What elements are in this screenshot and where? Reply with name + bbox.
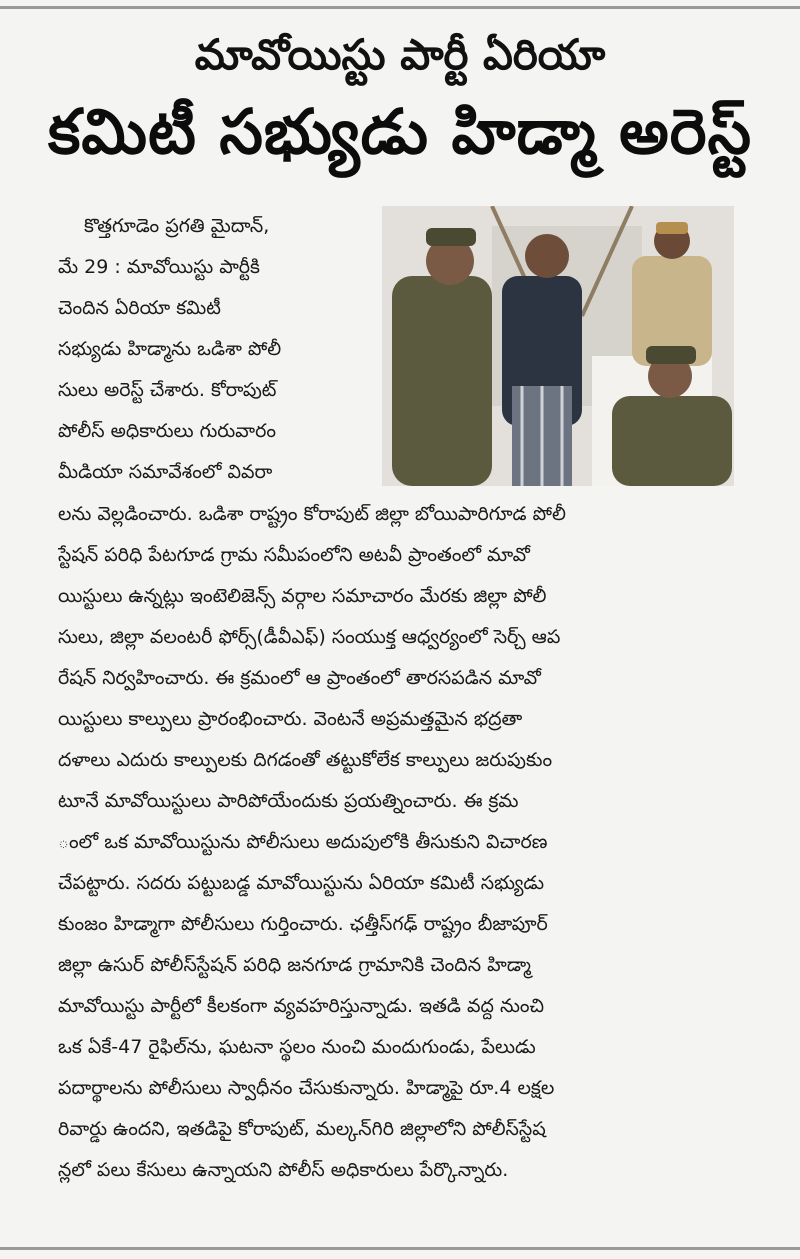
text-line-content: రివార్డు ఉందని, ఇతడిపై కోరాపుట్, మల్కన్‌గిరి జిల్లాలోని పోలీస్‌స్టేష [58, 1118, 546, 1140]
text-line [58, 699, 740, 740]
text-line [58, 904, 740, 945]
text-line-content: లను వెల్లడించారు. ఒడిశా రాష్ట్రం కోరాపుట్ జిల్లా బోయిపారిగూడ పోలీ [58, 503, 566, 525]
text-line [58, 329, 374, 370]
text-line [58, 658, 740, 699]
text-line [58, 1150, 740, 1191]
text-line [58, 822, 740, 863]
bottom-rule [0, 1247, 800, 1250]
text-line [58, 1109, 740, 1150]
text-line-content: చేపట్టారు. సదరు పట్టుబడ్డ మావోయిస్టును ఏరియా కమిటీ సభ్యుడు [58, 872, 545, 894]
lead-column [58, 206, 374, 493]
text-line [58, 740, 740, 781]
text-line-content: రేషన్ నిర్వహించారు. ఈ క్రమంలో ఆ ప్రాంతంలో తారసపడిన మావో [58, 667, 541, 689]
text-line [58, 781, 740, 822]
text-line [58, 411, 374, 452]
text-line [58, 576, 740, 617]
text-line [58, 535, 740, 576]
text-line-content: పదార్థాలను పోలీసులు స్వాధీనం చేసుకున్నారు. హిడ్మాపై రూ.4 లక్షల [58, 1077, 555, 1099]
news-photo [382, 206, 734, 486]
text-line [58, 986, 740, 1027]
article-kicker: మావోయిస్టు పార్టీ ఏరియా [194, 30, 606, 79]
text-line-content: పోలీస్ అధికారులు గురువారం [58, 420, 276, 442]
text-line [58, 494, 740, 535]
text-line-content: జిల్లా ఉసుర్ పోలీస్‌స్టేషన్ పరిధి జనగూడ గ్రామానికి చెందిన హిడ్మా [58, 954, 531, 976]
text-line-content: కొత్తగూడెం ప్రగతి మైదాన్, [84, 215, 270, 237]
text-line-content: ఒక ఏకే-47 రైఫిల్‌ను, ఘటనా స్థలం నుంచి మందుగుండు, పేలుడు [58, 1036, 536, 1058]
text-line-content: మీడియా సమావేశంలో వివరా [58, 461, 273, 483]
text-line-content: టూనే మావోయిస్టులు పారిపోయేందుకు ప్రయత్నించారు. ఈ క్రమ [58, 790, 519, 812]
photo-illustration [382, 206, 734, 486]
text-line-content: సభ్యుడు హిడ్మాను ఒడిశా పోలీ [58, 338, 282, 360]
text-line [58, 370, 374, 411]
text-line-content: ంలో ఒక మావోయిస్టును పోలీసులు అదుపులోకి తీసుకుని విచారణ [58, 831, 548, 853]
top-rule [0, 6, 800, 9]
text-line-content: దళాలు ఎదురు కాల్పులకు దిగడంతో తట్టుకోలేక కాల్పులు జరుపుకుం [58, 749, 553, 771]
text-line [58, 452, 374, 493]
body-text [58, 494, 740, 1191]
text-line [58, 288, 374, 329]
text-line-content: మే 29 : మావోయిస్టు పార్టీకి [58, 256, 260, 278]
text-line-content: చెందిన ఏరియా కమిటీ [58, 297, 221, 319]
text-line-content: సులు, జిల్లా వలంటరీ ఫోర్స్(డీవీఎఫ్) సంయుక్త ఆధ్వర్యంలో సెర్చ్ ఆప [58, 626, 561, 648]
text-line [58, 945, 740, 986]
text-line-content: యిస్టులు ఉన్నట్లు ఇంటెలిజెన్స్ వర్గాల సమాచారం మేరకు జిల్లా పోలీ [58, 585, 547, 607]
text-line [58, 617, 740, 658]
text-line [58, 863, 740, 904]
text-line [58, 1068, 740, 1109]
text-line [58, 206, 374, 247]
text-line-content: న్లలో పలు కేసులు ఉన్నాయని పోలీస్ అధికారులు పేర్కొన్నారు. [58, 1159, 509, 1181]
text-line-content: స్టేషన్ పరిధి పేటగూడ గ్రామ సమీపంలోని అటవీ ప్రాంతంలో మావో [58, 544, 530, 566]
article-headline: కమిటీ సభ్యుడు హిడ్మా అరెస్ట్ [47, 95, 753, 168]
text-line-content: యిస్టులు కాల్పులు ప్రారంభించారు. వెంటనే అప్రమత్తమైన భద్రతా [58, 708, 523, 730]
text-line-content: మావోయిస్టు పార్టీలో కీలకంగా వ్యవహరిస్తున్నాడు. ఇతడి వద్ద నుంచి [58, 995, 545, 1017]
text-line-content: కుంజం హిడ్మాగా పోలీసులు గుర్తించారు. ఛత్తీస్‌గఢ్ రాష్ట్రం బీజాపూర్ [58, 913, 548, 935]
text-line-content: సులు అరెస్ట్ చేశారు. కోరాపుట్ [58, 379, 277, 401]
text-line [58, 247, 374, 288]
text-line [58, 1027, 740, 1068]
